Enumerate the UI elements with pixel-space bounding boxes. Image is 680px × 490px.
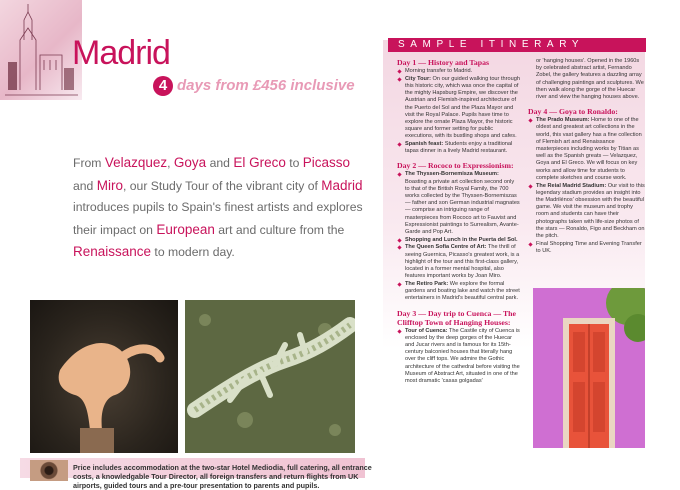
itinerary-column-1 [397, 58, 520, 391]
day-1 [397, 58, 520, 155]
sculpture-photo [30, 300, 178, 453]
list-item: Shopping and Lunch in the Puerta del Sol. [397, 237, 520, 244]
list-item: The Prado Museum: Home to one of the oldest and greatest art collections in the world, this vast gallery has a fine collection of Flemish art and Renaissance masterpieces including works by Titian as well as the Spanish greats — Velazquez, Goya and El Greco. We will focus on key works and allow time for students to complete sketches and course work. [528, 117, 646, 182]
lizard-mosaic-photo [185, 300, 355, 453]
red-door-photo [533, 288, 645, 448]
palace-sketch-image [0, 0, 82, 100]
day-4-title: Day 4 — Goya to Ronaldo: [528, 107, 618, 117]
list-item: The Retiro Park: We explore the formal gardens and boating lake and watch the street entertainers in Madrid's beautiful central park. [397, 281, 520, 303]
list-item: The Reial Madrid Stadium: Our visit to this legendary stadium provides an insight into the Madrilénos' obsession with the beautiful game. We visit the museum and trophy room and students can have their photographs taken with life-size photos of the stars — Ronaldo, Figo and Beckham on the pitch. [528, 183, 646, 241]
list-item: Final Shopping Time and Evening Transfer to UK. [528, 241, 646, 255]
list-item: Spanish feast: Students enjoy a traditional tapas dinner in a lively Madrid restaurant. [397, 141, 520, 155]
price-includes-text: Price includes accommodation at the two-star Hotel Mediodia, full catering, all entrance costs, a knowledgable Tour Director, all foreign transfers and return flights from UK airports, guided tours and a pre-tour presentation to parents and pupils. [73, 463, 372, 490]
list-item: City Tour: On our guided walking tour through this historic city, which was once the capital of the mighty Hapsburg Empire, we discover the Austrian and Flemish-inspired architecture of the Puerto del Sol and the Plaza Mayor and visit the Royal Palace. Pupils have time to explore the ornate Plaza Mayor, the historic square and former setting for public executions, with its bustling shops and cafes. [397, 76, 520, 141]
list-item: Morning transfer to Madrid. [397, 68, 520, 75]
day-3-title: Day 3 — Day trip to Cuenca — The Clifftop Town of Hanging Houses: [397, 308, 516, 327]
days-number-badge: 4 [153, 76, 173, 96]
eye-image [30, 460, 68, 481]
list-item: The Thyssen-Bornemisza Museum: Boasting a private art collection second only to that of the British Royal Family, the 700 works collected by the Thyssen-Bornemiszas — father and son German industrial magnates — comprise an intriguing range of masterpieces from Rococo art to Fauvist and Expressionist paintings to Surrealism, Avante-Garde and Pop Art. [397, 171, 520, 236]
day-2 [397, 161, 520, 302]
itinerary-column-2 [528, 58, 646, 261]
list-item: Tour of Cuenca: The Castile city of Cuenca is enclosed by the deep gorges of the Huecar and Jucar rivers and is famous for its 15th-century balconied houses that literally hang over the cliff tops. We admire the Gothic architecture of the cathedral before visiting the Museum of Abstract Art, situated in one of the most dramatic 'casas golgadas' [397, 328, 520, 386]
day-3-continued [528, 58, 646, 101]
intro-paragraph: From Velazquez, Goya and El Greco to Picasso and Miro, our Study Tour of the vibrant city of Madrid introduces pupils to Spain's finest artists and explores their impact on European art and culture from the Renaissance to modern day. [73, 155, 363, 259]
day-3-continued-text: or 'hanging houses'. Opened in the 1960s by celebrated abstract artist, Fernando Zobel, the gallery features a dazzling array of challenging paintings and sculptures. We then walk along the gorge of the Huecar river and view the hanging houses above. [536, 58, 644, 101]
day-1-title: Day 1 — History and Tapas [397, 58, 490, 67]
day-2-title: Day 2 — Rococo to Expressionism: [397, 161, 514, 171]
list-item: The Queen Sofia Centre of Art: The thrill of seeing Guernica, Picasso's greatest work, is a highlight of the tour and this first-class gallery, located in a former mental hospital, also features important works by Joan Miro. [397, 244, 520, 280]
price-offer: days from £456 inclusive [177, 77, 355, 94]
day-3 [397, 309, 520, 386]
itinerary-header: SAMPLE ITINERARY [398, 39, 585, 50]
day-4 [528, 107, 646, 255]
page-title: Madrid [72, 34, 170, 72]
